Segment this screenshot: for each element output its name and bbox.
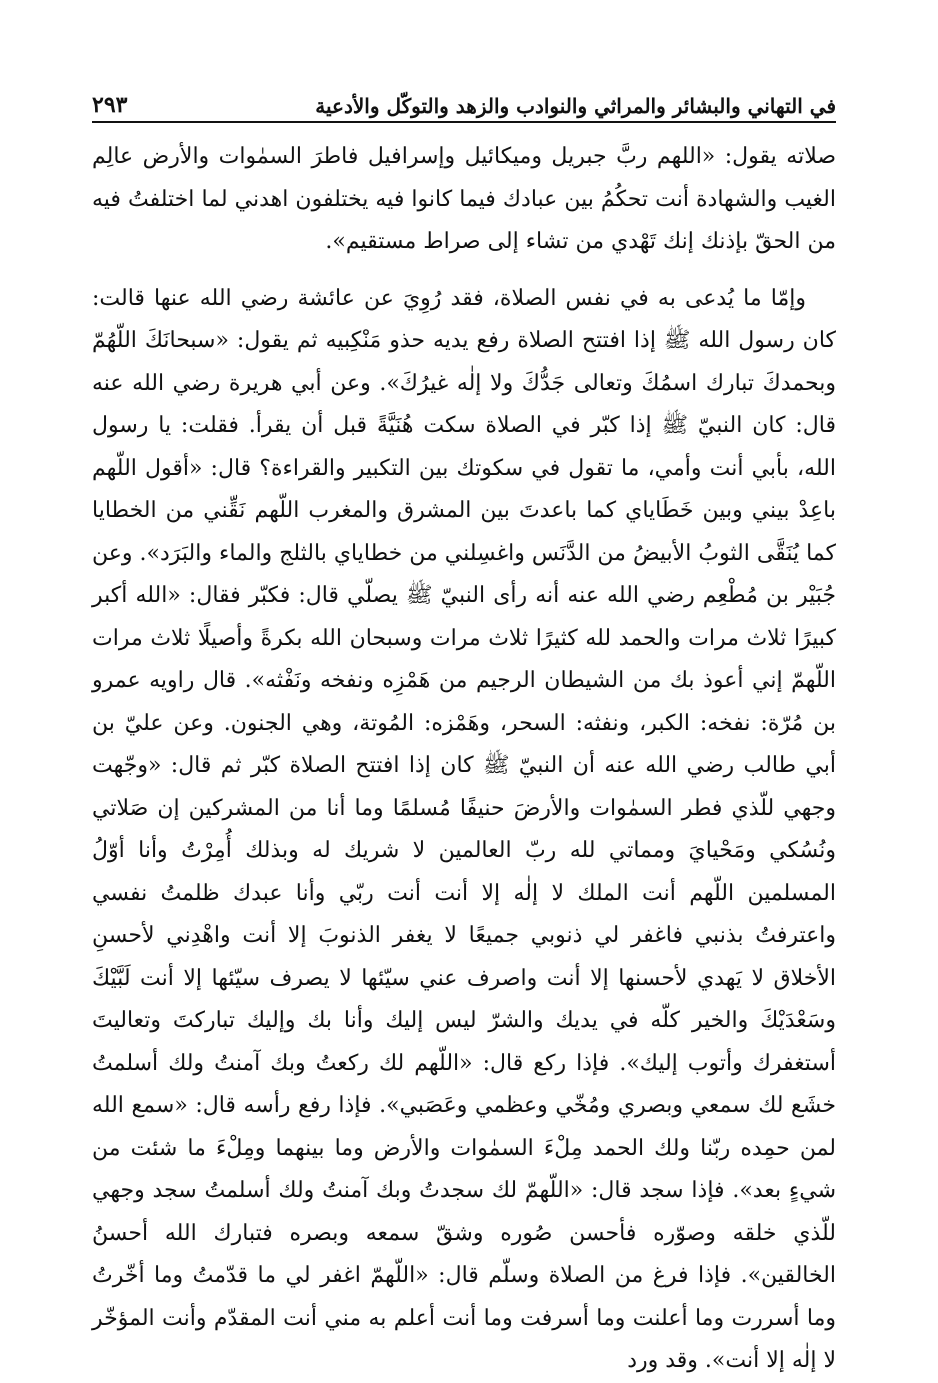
paragraph: وإمّا ما يُدعى به في نفس الصلاة، فقد رُوِيَ عن عائشة رضي الله عنها قالت: كان رسول الله ﷺ إذا افتتح الصلاة رفع يديه حذو مَنْكِبيه ثم يقول: «سبحانَكَ اللّهُمّ وبحمدكَ تبارك اسمُكَ وتعالى جَدُّكَ ولا إلٰه غيرُكَ». وعن أبي هريرة رضي الله عنه قال: كان النبيّ ﷺ إذا كبّر في الصلاة سكت هُنَيَّةً قبل أن يقرأ. فقلت: يا رسول الله، بأبي أنت وأمي، ما تقول في سكوتك بين التكبير والقراءة؟ قال: «أقول اللّهم باعِدْ بيني وبين خَطَاياي كما باعدتَ بين المشرق والمغرب اللّهم نَقِّني من الخطايا كما يُنَقَّى الثوبُ الأبيضُ من الدَّنَس واغسِلني من خطاياي بالثلج والماء والبَرَد». وعن جُبَيْر بن مُطْعِم رضي الله عنه أنه رأى النبيّ ﷺ يصلّي قال: فكبّر فقال: «الله أكبر كبيرًا ثلاث مرات والحمد لله كثيرًا ثلاث مرات وسبحان الله بكرةً وأصيلًا ثلاث مرات اللّهمّ إني أعوذ بك من الشيطان الرجيم من هَمْزِه ونفخه ونَفْثه». قال راويه عمرو بن مُرّة: نفخه: الكبر، ونفثه: السحر، وهَمْزه: المُوتة، وهي الجنون. وعن عليّ بن أبي طالب رضي الله عنه أن النبيّ ﷺ كان إذا افتتح الصلاة كبّر ثم قال: «وجّهت وجهي للّذي فطر السمٰوات والأرضَ حنيفًا مُسلمًا وما أنا من المشركين إن صَلاتي ونُسُكي ومَحْيايَ ومماتي لله ربّ العالمين لا شريك له وبذلك أُمِرْتُ وأنا أوّلُ المسلمين اللّهم أنت الملك لا إلٰه إلا أنت أنت ربّي وأنا عبدك ظلمتُ نفسي واعترفتُ بذنبي فاغفر لي ذنوبي جميعًا لا يغفر الذنوبَ إلا أنت واهْدِني لأحسنِ الأخلاق لا يَهدي لأحسنها إلا أنت واصرف عني سيّئها لا يصرف سيّئها إلا أنت لَبَّيْكَ وسَعْدَيْكَ والخير كلّه في يديك والشرّ ليس إليك وأنا بك وإليك تباركتَ وتعاليتَ أستغفرك وأتوب إليك». فإذا ركع قال: «اللّهم لك ركعتُ وبك آمنتُ ولك أسلمتُ خشَع لك سمعي وبصري ومُخّي وعظمي وعَصَبي». فإذا رفع رأسه قال: «سمع الله لمن حمِده ربّنا ولك الحمد مِلْءَ السمٰوات والأرض وما بينهما ومِلْءَ ما شئت من شيءٍ بعد». فإذا سجد قال: «اللّهمّ لك سجدتُ وبك آمنتُ ولك أسلمتُ سجد وجهي للّذي خلقه وصوّره فأحسن صُوره وشقّ سمعه وبصره فتبارك الله أحسنُ الخالقين». فإذا فرغ من الصلاة وسلّم قال: «اللّهمّ اغفر لي ما قدّمتُ وما أخّرتُ وما أسررت وما أعلنت وما أسرفت وما أنت أعلم به مني أنت المقدّم وأنت المؤخّر لا إلٰه إلا أنت». وقد ورد [92,285,836,1373]
page-number: ٢٩٣ [92,92,128,118]
header-divider [92,121,836,123]
paragraph: صلاته يقول: «اللهم ربَّ جبريل وميكائيل وإسرافيل فاطرَ السمٰوات والأرض عالِم الغيب والشهادة أنت تحكُمُ بين عبادك فيما كانوا فيه يختلفون اهدني لما اختلفتُ فيه من الحقّ بإذنك إنك تَهْدي من تشاء إلى صراط مستقيم». [92,144,836,254]
running-header [92,82,836,118]
body-text [92,136,836,1383]
header-title: في التهاني والبشائر والمراثي والنوادب والزهد والتوكّل والأدعية [315,94,836,118]
